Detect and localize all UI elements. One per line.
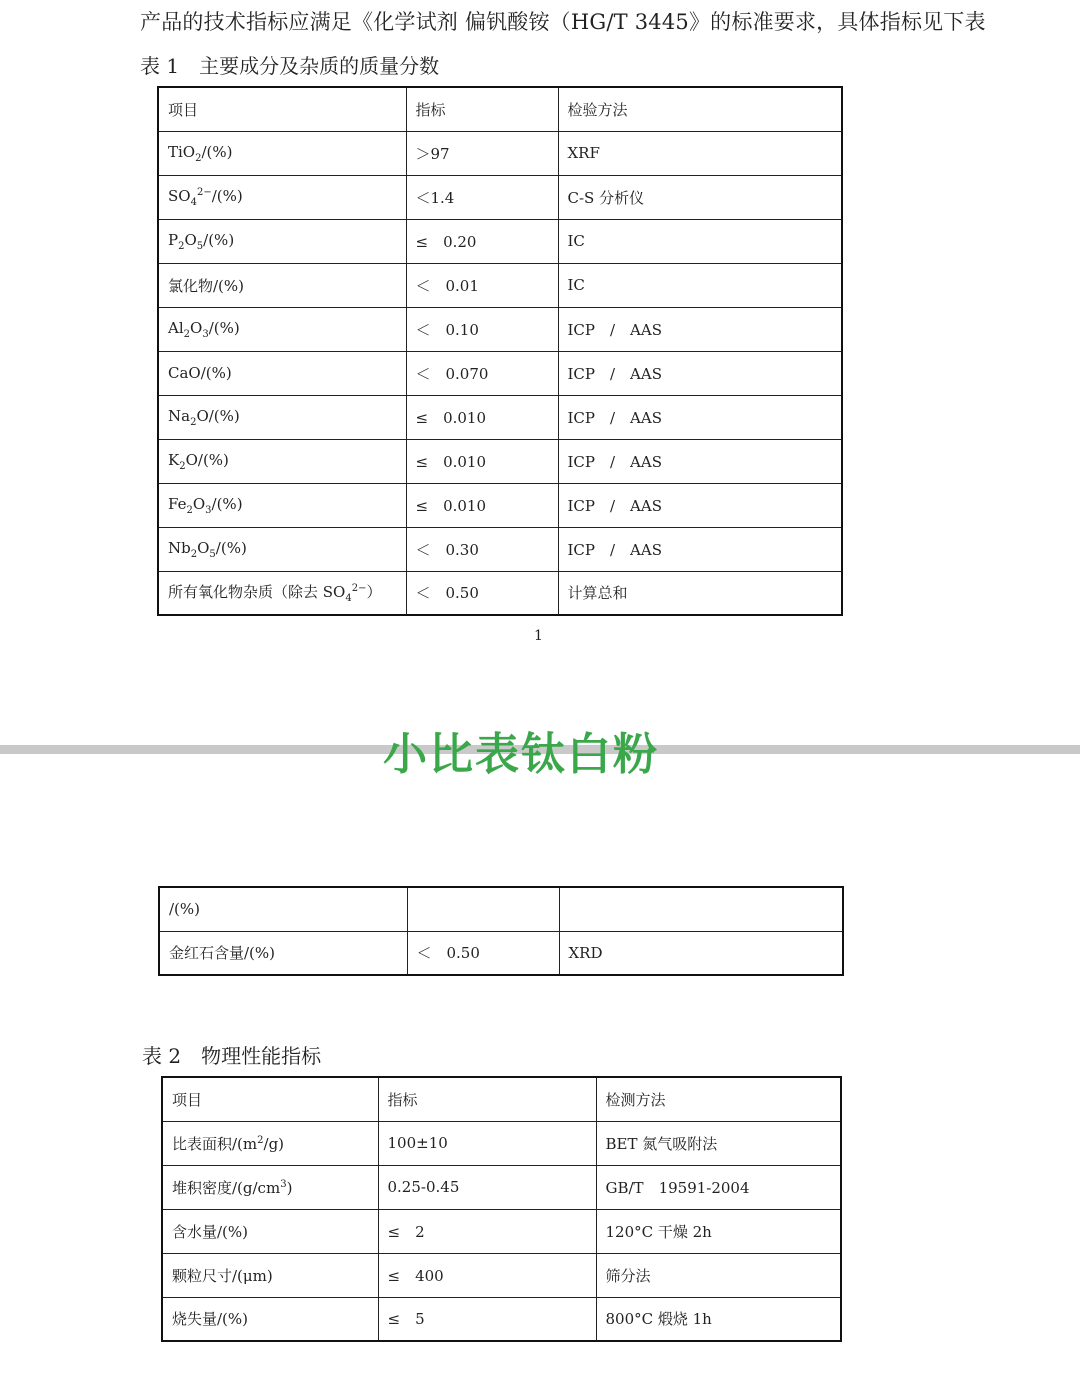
cell-item: 比表面积$/(m^2/g)$	[162, 1121, 378, 1165]
table-row	[162, 1209, 841, 1253]
table-header-row	[162, 1077, 841, 1121]
table-row	[158, 527, 842, 571]
table-row	[158, 351, 842, 395]
cell-item: $SO_4^{2-}/(\%)$	[158, 175, 406, 219]
cell-method: 800°C 煅烧 1h	[596, 1297, 841, 1341]
cell-method: 计算总和	[558, 571, 842, 615]
cell-item: 堆积密度$/(g/cm^3)$	[162, 1165, 378, 1209]
header-item: 项目	[162, 1077, 378, 1121]
cell-spec: 0.25-0.45	[378, 1165, 596, 1209]
table-row	[159, 931, 843, 975]
cell-spec: ＜ 0.50	[407, 931, 559, 975]
table-row	[158, 439, 842, 483]
header-method: 检测方法	[596, 1077, 841, 1121]
cell-method: GB/T 19591-2004	[596, 1165, 841, 1209]
header-spec: 指标	[378, 1077, 596, 1121]
cell-method: BET 氮气吸附法	[596, 1121, 841, 1165]
cell-spec: ＜ 0.30	[406, 527, 558, 571]
cell-spec: ≤ 2	[378, 1209, 596, 1253]
table1-caption: 表 1 主要成分及杂质的质量分数	[140, 54, 440, 78]
cell-item: $P_2O_5/(\%)$	[158, 219, 406, 263]
cell-item: 含水量/(%)	[162, 1209, 378, 1253]
table-row	[162, 1253, 841, 1297]
cell-item: /(%)	[159, 887, 407, 931]
table-row	[158, 175, 842, 219]
table-row	[158, 395, 842, 439]
cell-method: ICP / AAS	[558, 439, 842, 483]
cell-method	[559, 887, 843, 931]
table-row	[158, 263, 842, 307]
cell-item: 所有氧化物杂质（除去 $SO_4^{2-}$）	[158, 571, 406, 615]
table-row	[162, 1297, 841, 1341]
cell-spec: ≤ 0.010	[406, 395, 558, 439]
table-row	[158, 307, 842, 351]
cell-method: C-S 分析仪	[558, 175, 842, 219]
cell-spec: ≤ 400	[378, 1253, 596, 1297]
table-row	[162, 1121, 841, 1165]
cell-spec: ＜1.4	[406, 175, 558, 219]
watermark-text: 小比表钛白粉	[383, 729, 659, 780]
cell-spec: ＞97	[406, 131, 558, 175]
table2	[161, 1076, 842, 1342]
cell-spec: ＜ 0.01	[406, 263, 558, 307]
table-row	[158, 483, 842, 527]
table-header-row	[158, 87, 842, 131]
cell-method: IC	[558, 219, 842, 263]
page-number: 1	[534, 628, 543, 644]
cell-method: XRD	[559, 931, 843, 975]
table2-caption: 表 2 物理性能指标	[142, 1044, 322, 1068]
cell-item: $Al_2O_3/(\%)$	[158, 307, 406, 351]
cell-method: ICP / AAS	[558, 351, 842, 395]
cell-item: CaO/(%)	[158, 351, 406, 395]
table-row	[158, 571, 842, 615]
table1-continued	[158, 886, 844, 976]
cell-item: $Fe_2O_3/(\%)$	[158, 483, 406, 527]
cell-spec: ＜ 0.10	[406, 307, 558, 351]
cell-spec: ≤ 0.010	[406, 439, 558, 483]
table-row	[159, 887, 843, 931]
cell-spec: ＜ 0.50	[406, 571, 558, 615]
cell-item: $Na_2O/(\%)$	[158, 395, 406, 439]
cell-method: ICP / AAS	[558, 527, 842, 571]
cell-item: 金红石含量/(%)	[159, 931, 407, 975]
cell-method: IC	[558, 263, 842, 307]
cell-item: 烧失量/(%)	[162, 1297, 378, 1341]
cell-spec: ＜ 0.070	[406, 351, 558, 395]
cell-item: $Nb_2O_5/(\%)$	[158, 527, 406, 571]
cell-method: ICP / AAS	[558, 483, 842, 527]
cell-spec: ≤ 0.010	[406, 483, 558, 527]
cell-method: ICP / AAS	[558, 395, 842, 439]
cell-spec: 100±10	[378, 1121, 596, 1165]
cell-item: TiO$_2$/(%)	[158, 131, 406, 175]
intro-text: 产品的技术指标应满足《化学试剂 偏钒酸铵（HG/T 3445》的标准要求，具体指标见下表	[140, 10, 986, 34]
cell-item: 颗粒尺寸/(μm)	[162, 1253, 378, 1297]
cell-method: XRF	[558, 131, 842, 175]
cell-method: 筛分法	[596, 1253, 841, 1297]
header-spec: 指标	[406, 87, 558, 131]
cell-spec: ≤ 5	[378, 1297, 596, 1341]
header-item: 项目	[158, 87, 406, 131]
header-method: 检验方法	[558, 87, 842, 131]
table-row	[162, 1165, 841, 1209]
cell-spec	[407, 887, 559, 931]
cell-method: 120°C 干燥 2h	[596, 1209, 841, 1253]
cell-item: $K_2O/(\%)$	[158, 439, 406, 483]
cell-method: ICP / AAS	[558, 307, 842, 351]
table-row	[158, 131, 842, 175]
cell-item: 氯化物/(%)	[158, 263, 406, 307]
table1	[157, 86, 843, 616]
table-row	[158, 219, 842, 263]
cell-spec: ≤ 0.20	[406, 219, 558, 263]
